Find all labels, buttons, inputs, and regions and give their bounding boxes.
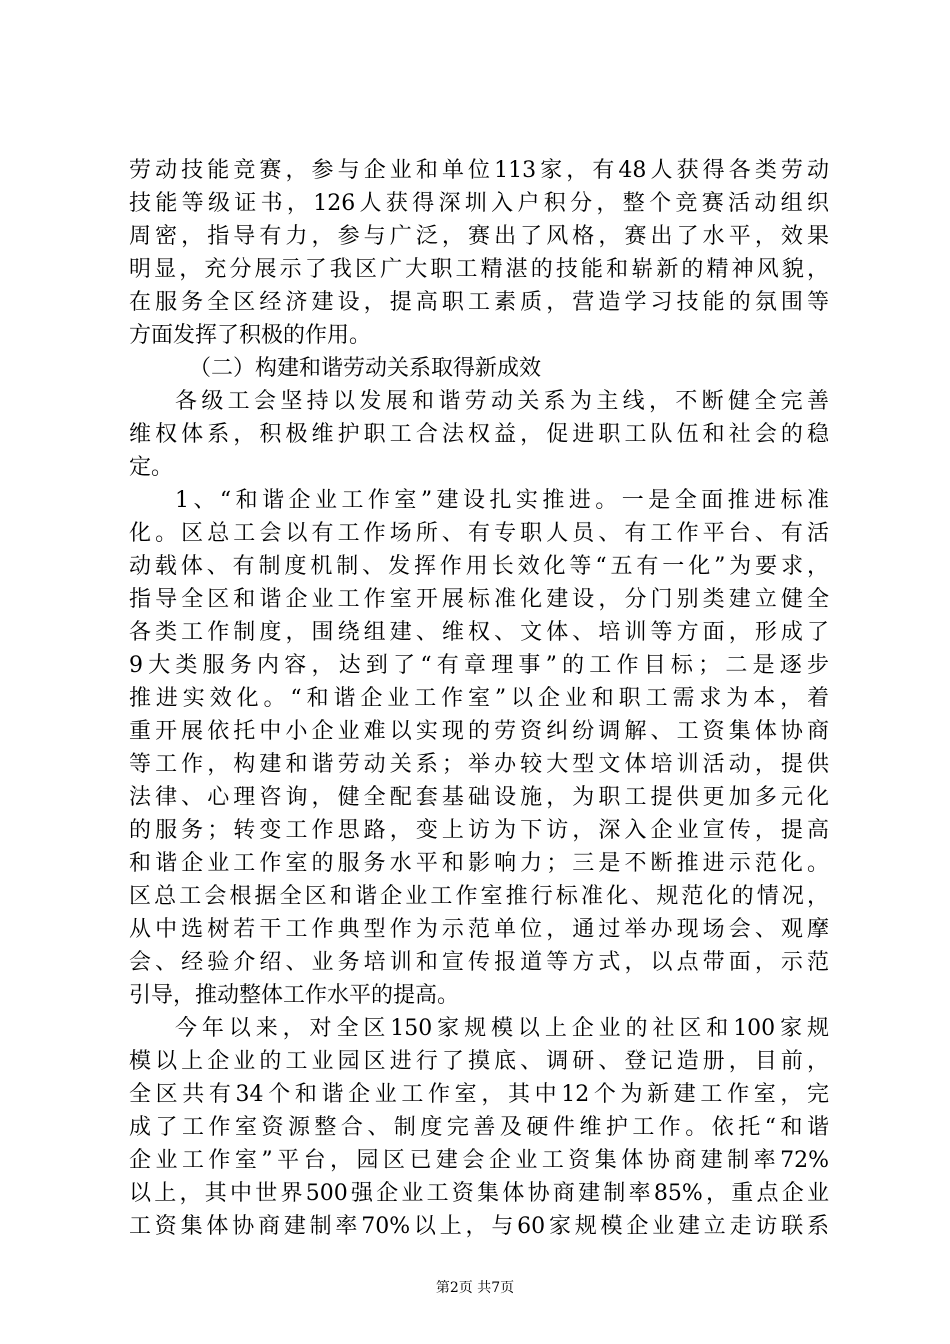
- text-line: 今年以来，对全区150家规模以上企业的社区和100家规: [175, 1016, 829, 1041]
- text-line: 化。区总工会以有工作场所、有专职人员、有工作平台、有活: [129, 521, 829, 546]
- text-line: 周密，指导有力，参与广泛，赛出了风格，赛出了水平，效果: [129, 224, 829, 249]
- text-line: 法律、心理咨询，健全配套基础设施，为职工提供更加多元化: [129, 785, 829, 810]
- text-line: 劳动技能竞赛，参与企业和单位113家，有48人获得各类劳动: [129, 158, 829, 183]
- text-line: 以上，其中世界500强企业工资集体协商建制率85%，重点企业: [129, 1181, 829, 1206]
- document-body: [129, 154, 829, 1243]
- text-line: 维权体系，积极维护职工合法权益，促进职工队伍和社会的稳: [129, 422, 829, 447]
- text-line: 的服务；转变工作思路，变上访为下访，深入企业宣传，提高: [129, 818, 829, 843]
- text-line: 引导，推动整体工作水平的提高。: [129, 983, 460, 1008]
- text-line: 会、经验介绍、业务培训和宣传报道等方式，以点带面，示范: [129, 950, 829, 975]
- text-line: 从中选树若干工作典型作为示范单位，通过举办现场会、观摩: [129, 917, 829, 942]
- text-line: 和谐企业工作室的服务水平和影响力；三是不断推进示范化。: [129, 851, 829, 876]
- text-line: 定。: [129, 455, 174, 480]
- text-line: 在服务全区经济建设，提高职工素质，营造学习技能的氛围等: [129, 290, 829, 315]
- text-line: 模以上企业的工业园区进行了摸底、调研、登记造册，目前，: [129, 1049, 829, 1074]
- page-footer: [0, 1278, 950, 1298]
- text-line: 指导全区和谐企业工作室开展标准化建设，分门别类建立健全: [129, 587, 829, 612]
- text-line: 9大类服务内容，达到了“有章理事”的工作目标；二是逐步: [129, 653, 829, 678]
- text-line: 明显，充分展示了我区广大职工精湛的技能和崭新的精神风貌，: [129, 257, 829, 282]
- text-line: 技能等级证书，126人获得深圳入户积分，整个竞赛活动组织: [129, 191, 829, 216]
- text-line: 推进实效化。“和谐企业工作室”以企业和职工需求为本，着: [129, 686, 829, 711]
- text-line: 各类工作制度，围绕组建、维权、文体、培训等方面，形成了: [129, 620, 829, 645]
- text-line: 成了工作室资源整合、制度完善及硬件维护工作。依托“和谐: [129, 1115, 829, 1140]
- text-line: 区总工会根据全区和谐企业工作室推行标准化、规范化的情况，: [129, 884, 829, 909]
- text-line: 1、“和谐企业工作室”建设扎实推进。一是全面推进标准: [175, 488, 829, 513]
- page-number-label: 第2页 共7页: [435, 1280, 515, 1296]
- text-line: 各级工会坚持以发展和谐劳动关系为主线，不断健全完善: [175, 389, 829, 414]
- text-line: 方面发挥了积极的作用。: [129, 323, 372, 348]
- section-heading: （二）构建和谐劳动关系取得新成效: [189, 356, 542, 381]
- text-line: 企业工作室”平台，园区已建会企业工资集体协商建制率72%: [129, 1148, 829, 1173]
- text-line: 等工作，构建和谐劳动关系；举办较大型文体培训活动，提供: [129, 752, 829, 777]
- text-line: 工资集体协商建制率70%以上，与60家规模企业建立走访联系: [129, 1214, 829, 1239]
- text-line: 全区共有34个和谐企业工作室，其中12个为新建工作室，完: [129, 1082, 829, 1107]
- text-line: 动载体、有制度机制、发挥作用长效化等“五有一化”为要求，: [129, 554, 829, 579]
- text-line: 重开展依托中小企业难以实现的劳资纠纷调解、工资集体协商: [129, 719, 829, 744]
